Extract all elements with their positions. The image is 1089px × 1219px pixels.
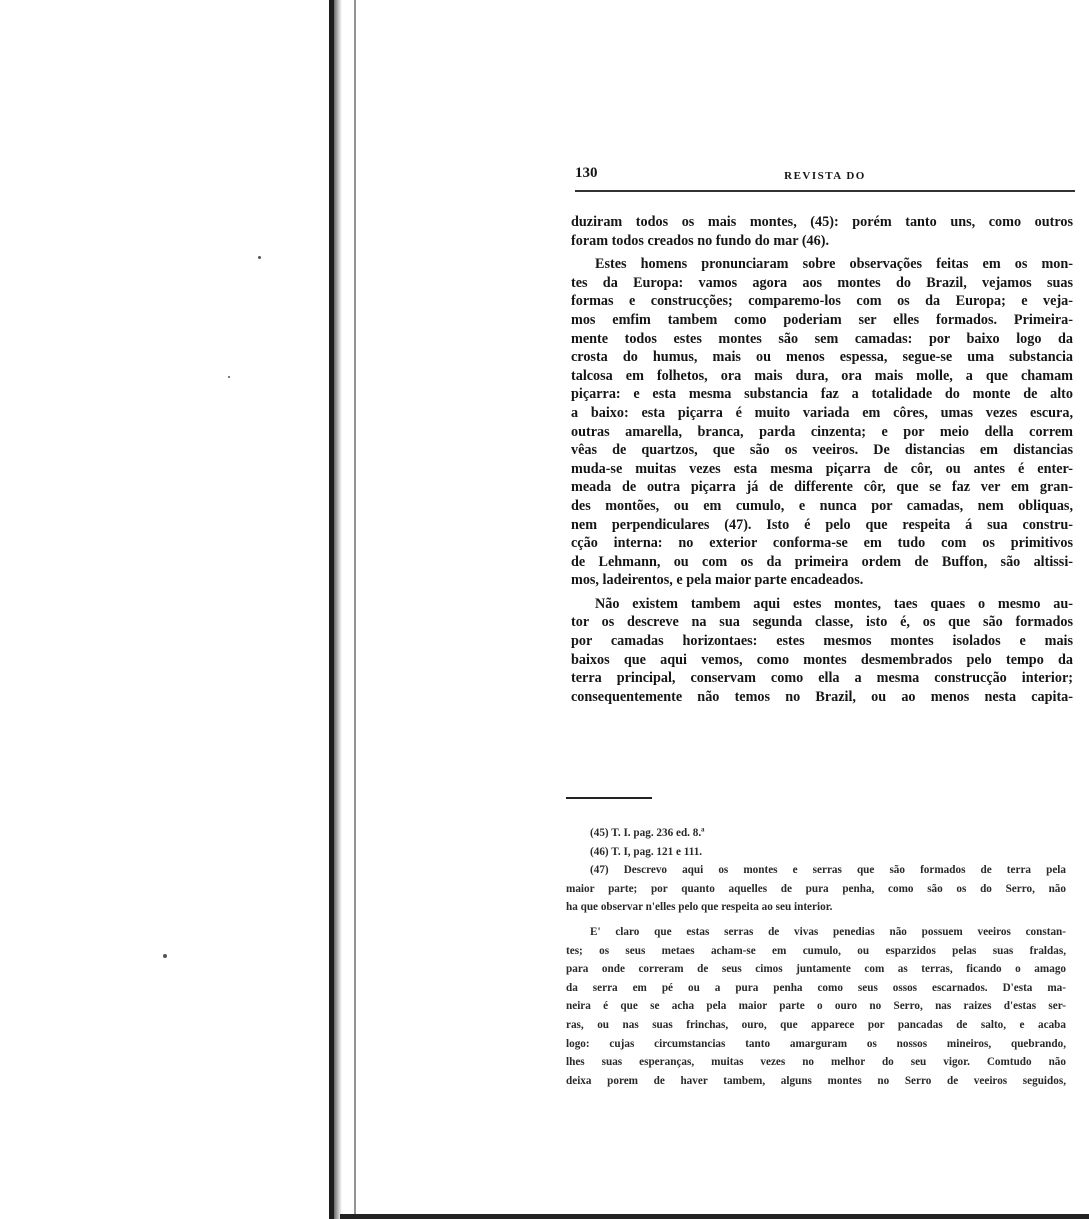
header-rule [575,190,1075,192]
text-line: nem perpendiculares (47). Isto é pelo que respeita á sua constru- [571,516,1073,533]
scan-speck [228,376,230,378]
running-title: REVISTA DO [784,170,866,182]
text-line: duziram todos os mais montes, (45): porém tanto uns, como outros [571,214,1073,230]
footnote-rule [566,797,652,799]
footnote-line: da serra em pé ou a pura penha como seus ossos escarnados. D'esta ma- [566,981,1066,994]
text-line: a baixo: esta piçarra é muito variada em côres, umas vezes escura, [571,404,1073,421]
paragraph [571,255,1073,590]
footnote-line: logo: cujas circumstancias tanto amarguram os nossos mineiros, quebrando, [566,1037,1066,1050]
footnote-45: (45) T. I. pag. 236 ed. 8.ª [590,827,705,839]
text-line: foram todos creados no fundo do mar (46). [571,232,830,249]
footnote-line: ras, ou nas suas frinchas, ouro, que apparece por pancadas de salto, e acaba [566,1018,1066,1031]
scan-speck [258,256,261,259]
footnote-line: maior parte; por quanto aquelles de pura penha, como são os do Serro, não [566,882,1066,895]
footnote-47 [566,862,1066,918]
paragraph [571,595,1073,707]
text-line: muda-se muitas vezes esta mesma piçarra de côr, ou antes é enter- [571,460,1073,477]
footnote-line: E' claro que estas serras de vivas penedias não possuem veeiros constan- [590,925,1066,938]
binding-gradient [334,0,342,1219]
footnote-47-continuation [566,924,1066,1091]
footnote-line: (47) Descrevo aqui os montes e serras que são formados de terra pela [590,864,1066,877]
paragraph [571,213,1073,250]
footnote-line: neira é que se acha pela maior parte o ouro no Serro, nas raizes d'estas ser- [566,1000,1066,1013]
text-line: mos, ladeirentos, e pela maior parte encadeados. [571,572,864,589]
body-text [571,213,1073,706]
text-line: Estes homens pronunciaram sobre observações feitas em os mon- [595,256,1073,273]
footnote-line: ha que observar n'elles pelo que respeita ao seu interior. [566,901,833,914]
footnote-line: tes; os seus metaes acham-se em cumulo, ou esparzidos pelas suas fraldas, [566,944,1066,957]
footnotes [566,825,1066,1091]
text-line: outras amarella, branca, parda cinzenta; e por meio della correm [571,423,1073,440]
gutter-line [354,0,356,1219]
running-header [575,165,1075,187]
text-line: formas e construcções; comparemo-los com os da Europa; e veja- [571,293,1073,310]
text-line: tor os descreve na sua segunda classe, isto é, os que são formados [571,614,1073,631]
text-line: baixos que aqui vemos, como montes desmembrados pelo tempo da [571,651,1073,668]
footnote-line: lhes suas esperanças, muitas vezes no melhor do seu vigor. Comtudo não [566,1056,1066,1069]
text-line: terra principal, conservam como ella a mesma construcção interior; [571,670,1073,687]
text-line: piçarra: e esta mesma substancia faz a totalidade do monte de alto [571,386,1073,403]
text-line: consequentemente não temos no Brazil, ou ao menos nesta capita- [571,688,1073,705]
text-line: vêas de quartzos, que são os veeiros. De distancias em distancias [571,442,1073,459]
scan-bottom-edge [340,1214,1089,1219]
text-line: cção interna: no exterior conforma-se em tudo com os primitivos [571,535,1073,552]
page-number: 130 [575,165,598,181]
text-line: des montões, ou em cumulo, e nunca por camadas, nem obliquas, [571,497,1073,514]
text-line: crosta do humus, mais ou menos espessa, segue-se uma substancia [571,349,1073,366]
text-line: talcosa em folhetos, ora mais dura, ora mais molle, a que chamam [571,367,1073,384]
text-line: tes da Europa: vamos agora aos montes do Brazil, vejamos suas [571,274,1073,291]
footnote-line: para onde correram de seus cimos juntamente com as terras, ficando o amago [566,963,1066,976]
text-line: mos emfim tambem como poderiam ser elles formados. Primeira- [571,311,1073,328]
text-line: Não existem tambem aqui estes montes, taes quaes o mesmo au- [595,595,1073,612]
text-line: por camadas horizontaes: estes mesmos montes isolados e mais [571,633,1073,650]
scan-speck [163,954,167,958]
footnote-line: deixa porem de haver tambem, alguns montes no Serro de veeiros seguidos, [566,1074,1066,1087]
text-line: mente todos estes montes são sem camadas: por baixo logo da [571,330,1073,347]
text-line: de Lehmann, ou com os da primeira ordem de Buffon, são altissi- [571,553,1073,570]
text-line: meada de outra piçarra já de differente côr, que se faz ver em gran- [571,479,1073,496]
footnote-46: (46) T. I, pag. 121 e 111. [590,845,703,858]
